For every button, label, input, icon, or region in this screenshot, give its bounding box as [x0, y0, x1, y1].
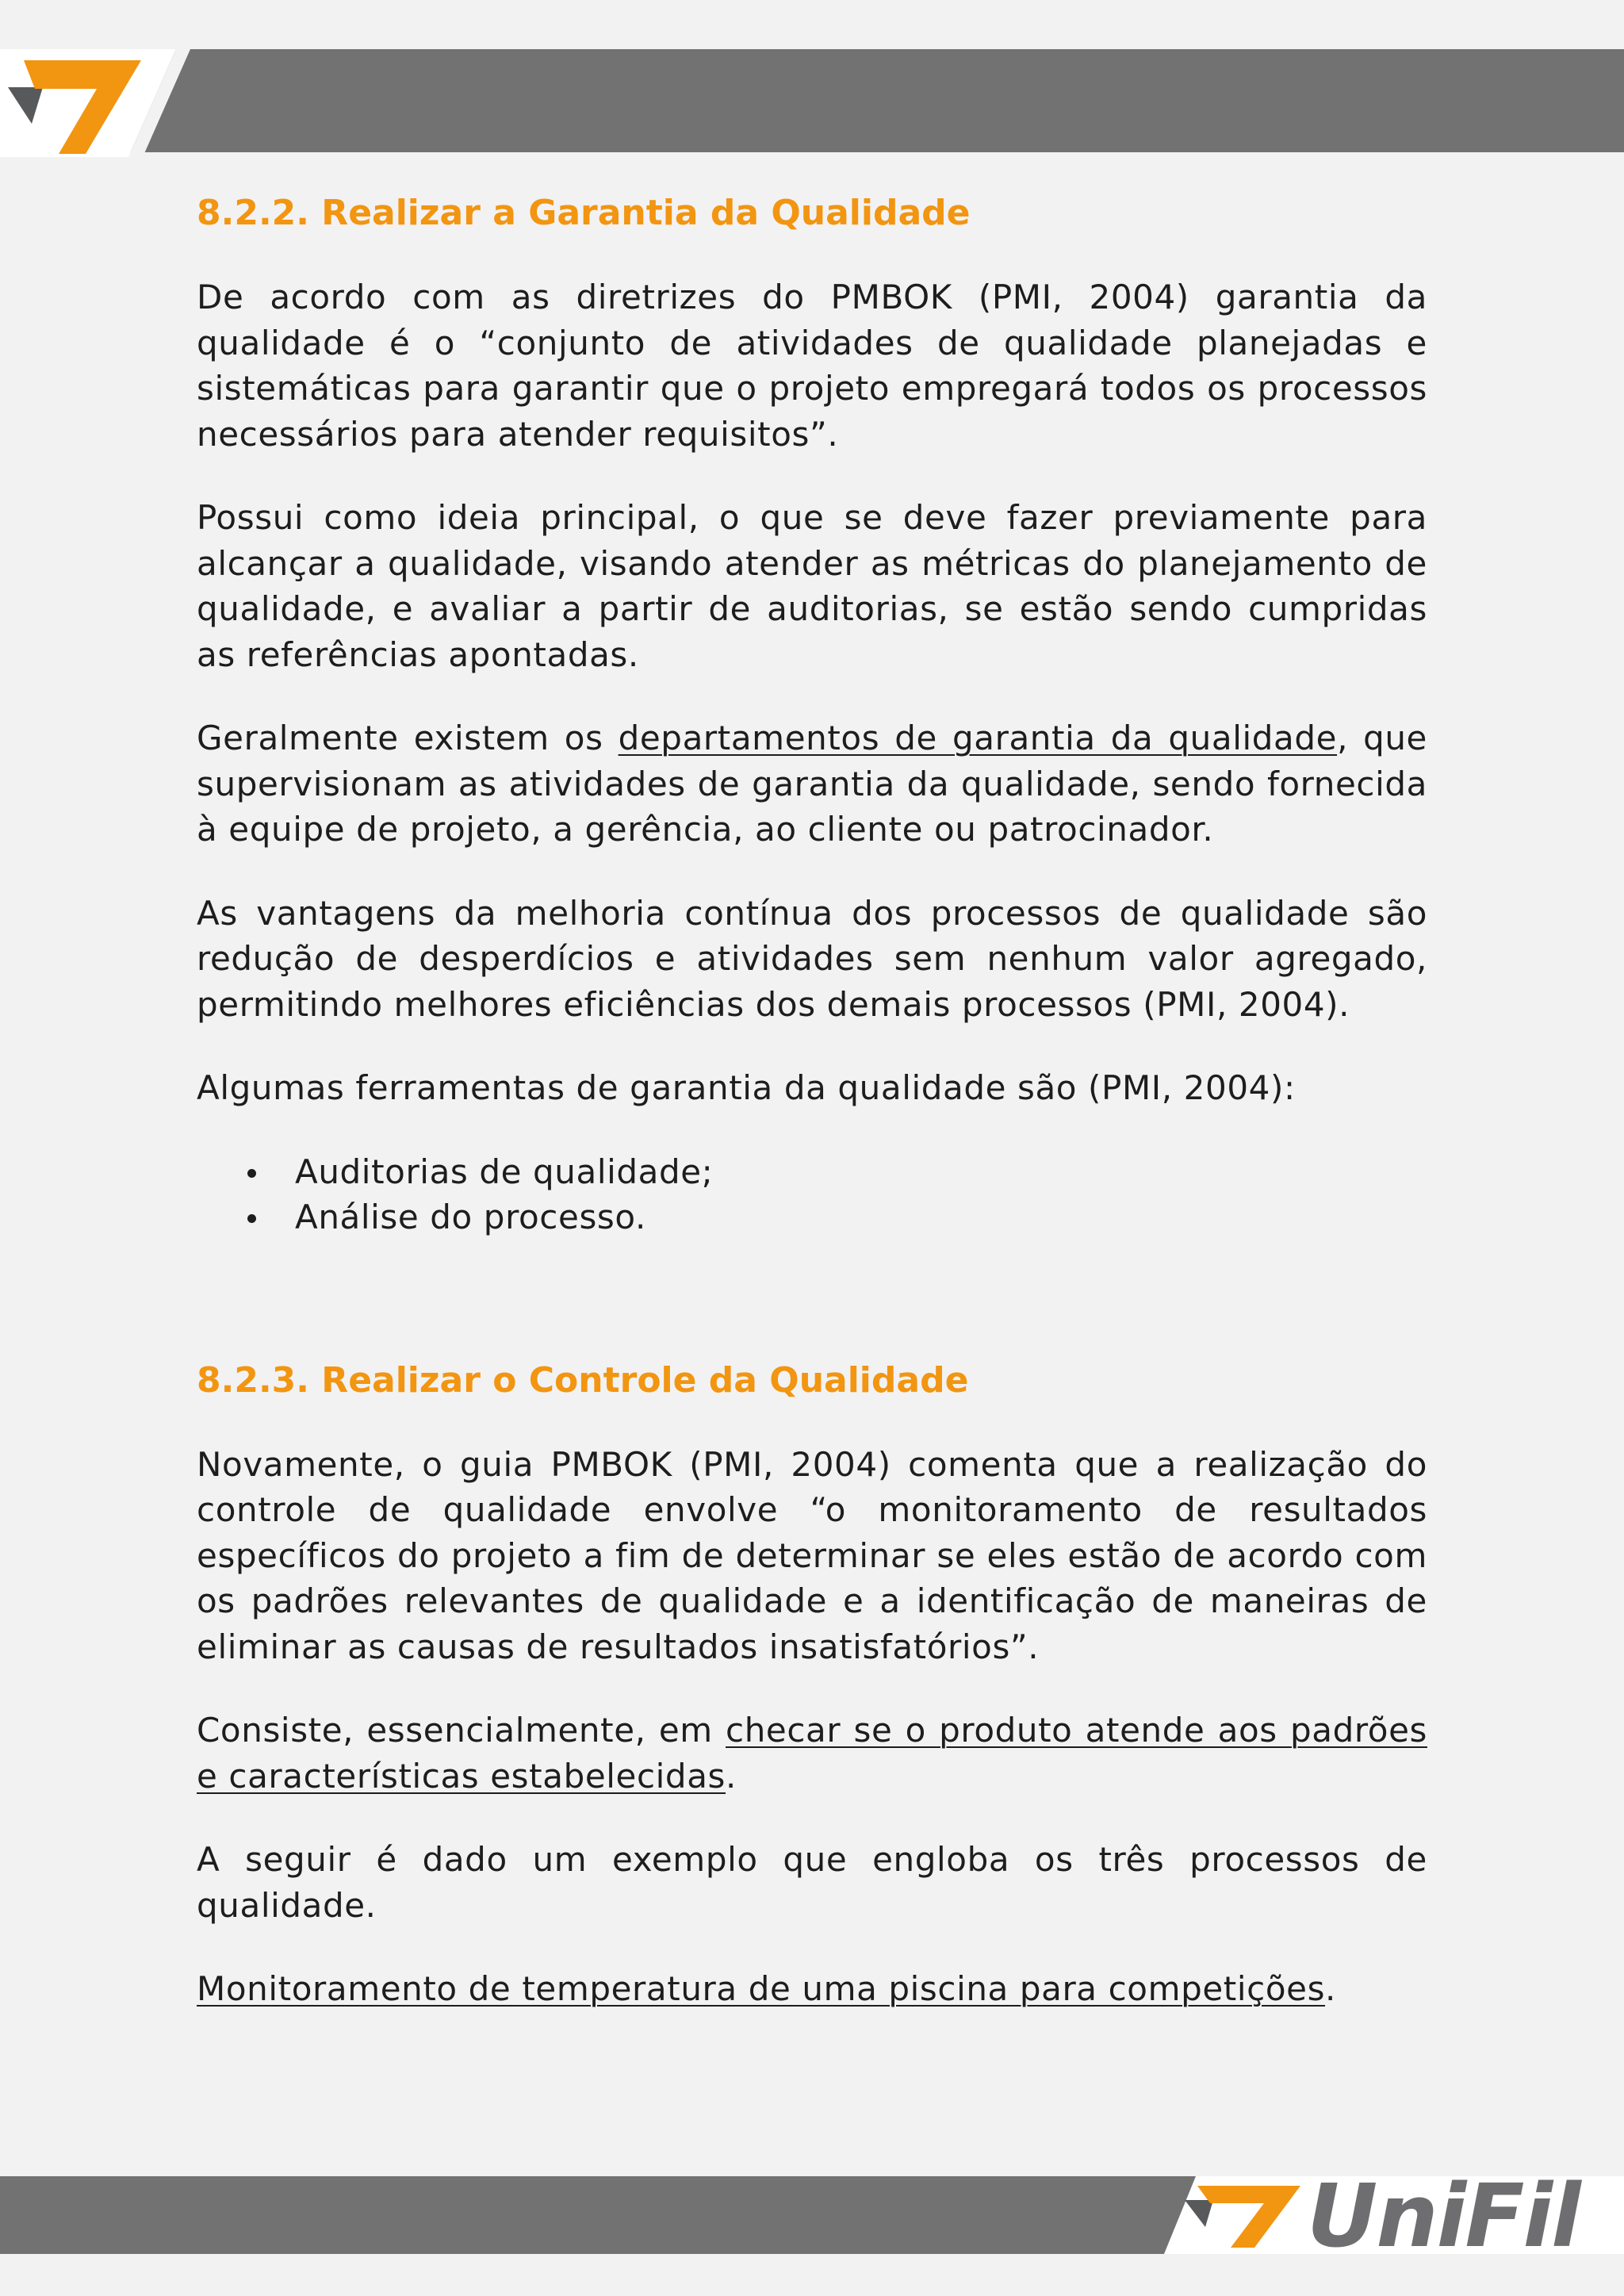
section-heading-controle: 8.2.3. Realizar o Controle da Qualidade	[197, 1359, 969, 1401]
underlined-phrase: checar se o produto atende aos padrões e características estabelecidas	[197, 1711, 1427, 1796]
underlined-phrase: departamentos de garantia da qualidade	[618, 719, 1338, 757]
paragraph: Monitoramento de temperatura de uma piscina para competições.	[197, 1969, 1336, 2008]
paragraph: Algumas ferramentas de garantia da qualidade são (PMI, 2004):	[197, 1068, 1296, 1107]
footer-brand-logo: UniFil	[1307, 2165, 1580, 2267]
paragraph: As vantagens da melhoria contínua dos processos de qualidade são redução de desperdícios e atividades sem nenhum valor agregado, permitindo melhores eficiências dos demais processos (PMI, 2004).	[197, 893, 1427, 1024]
paragraph: Novamente, o guia PMBOK (PMI, 2004) comenta que a realização do controle de qualidade envolve “o monitoramento de resultados específicos do projeto a fim de determinar se eles estão de acordo com os padrões relevantes de qualidade e a identificação de maneiras de eliminar as causas de resultados insatisfatórios”.	[197, 1444, 1427, 1666]
page-content	[197, 190, 1427, 2012]
unifil-mark-icon	[0, 46, 190, 157]
unifil-mark-icon	[1182, 2183, 1308, 2249]
paragraph: Consiste, essencialmente, em checar se o produto atende aos padrões e características estabelecidas.	[197, 1711, 1427, 1796]
underlined-phrase: Monitoramento de temperatura de uma piscina para competições	[197, 1969, 1326, 2008]
list-item: Auditorias de qualidade;	[197, 1149, 1427, 1195]
section-heading-garantia: 8.2.2. Realizar a Garantia da Qualidade	[197, 193, 971, 233]
paragraph: De acordo com as diretrizes do PMBOK (PMI, 2004) garantia da qualidade é o “conjunto de atividades de qualidade planejadas e sistemáticas para garantir que o projeto empregará todos os processos necessários para atender requisitos”.	[197, 278, 1427, 454]
list-item: Análise do processo.	[197, 1194, 1427, 1240]
paragraph: A seguir é dado um exemplo que engloba os três processos de qualidade.	[197, 1840, 1427, 1925]
header-bar	[0, 49, 1624, 152]
bullet-list	[197, 1149, 1427, 1240]
paragraph: Geralmente existem os departamentos de garantia da qualidade, que supervisionam as atividades de garantia da qualidade, sendo fornecida à equipe de projeto, a gerência, ao cliente ou patrocinador.	[197, 719, 1427, 849]
paragraph: Possui como ideia principal, o que se deve fazer previamente para alcançar a qualidade, visando atender as métricas do planejamento de qualidade, e avaliar a partir de auditorias, se estão sendo cumpridas as referências apontadas.	[197, 498, 1427, 674]
